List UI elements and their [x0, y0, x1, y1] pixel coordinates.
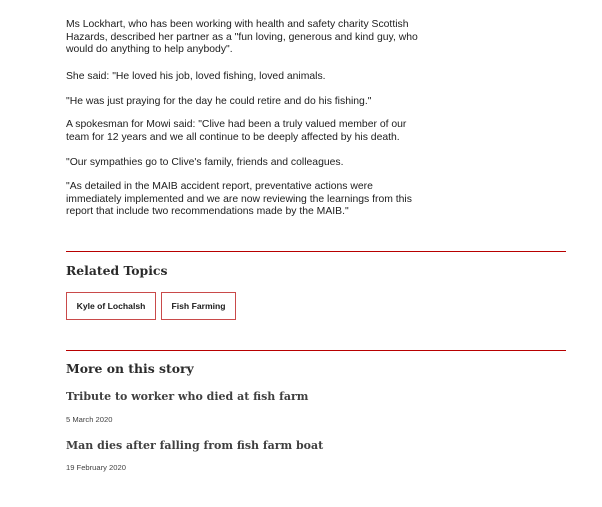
article-paragraph: "Our sympathies go to Clive's family, friends and colleagues. [66, 157, 344, 168]
topic-link-kyle-of-lochalsh[interactable]: Kyle of Lochalsh [66, 292, 156, 320]
topic-link-fish-farming[interactable]: Fish Farming [161, 292, 236, 320]
article-paragraph: She said: "He loved his job, loved fishing, loved animals. [66, 71, 326, 82]
story-link[interactable]: Tribute to worker who died at fish farm [66, 390, 309, 403]
related-topics-heading: Related Topics [66, 263, 168, 278]
article-paragraph: "He was just praying for the day he could retire and do his fishing." [66, 96, 372, 107]
story-date: 5 March 2020 [66, 415, 113, 424]
article-paragraph: Ms Lockhart, who has been working with health and safety charity Scottish Hazards, described her partner as a "fun loving, generous and kind guy, who would do anything to help anybody". [66, 19, 418, 56]
story-date: 19 February 2020 [66, 463, 126, 472]
section-divider [66, 251, 566, 252]
article-paragraph: "As detailed in the MAIB accident report, preventative actions were immediately implemented and we are now reviewing the learnings from this report that include two recommendations made by the MAIB." [66, 181, 412, 218]
article-paragraph: A spokesman for Mowi said: "Clive had been a truly valued member of our team for 12 years and we all continue to be deeply affected by his death. [66, 119, 407, 143]
section-divider [66, 350, 566, 351]
story-link[interactable]: Man dies after falling from fish farm boat [66, 439, 324, 452]
more-on-this-story-heading: More on this story [66, 361, 194, 376]
